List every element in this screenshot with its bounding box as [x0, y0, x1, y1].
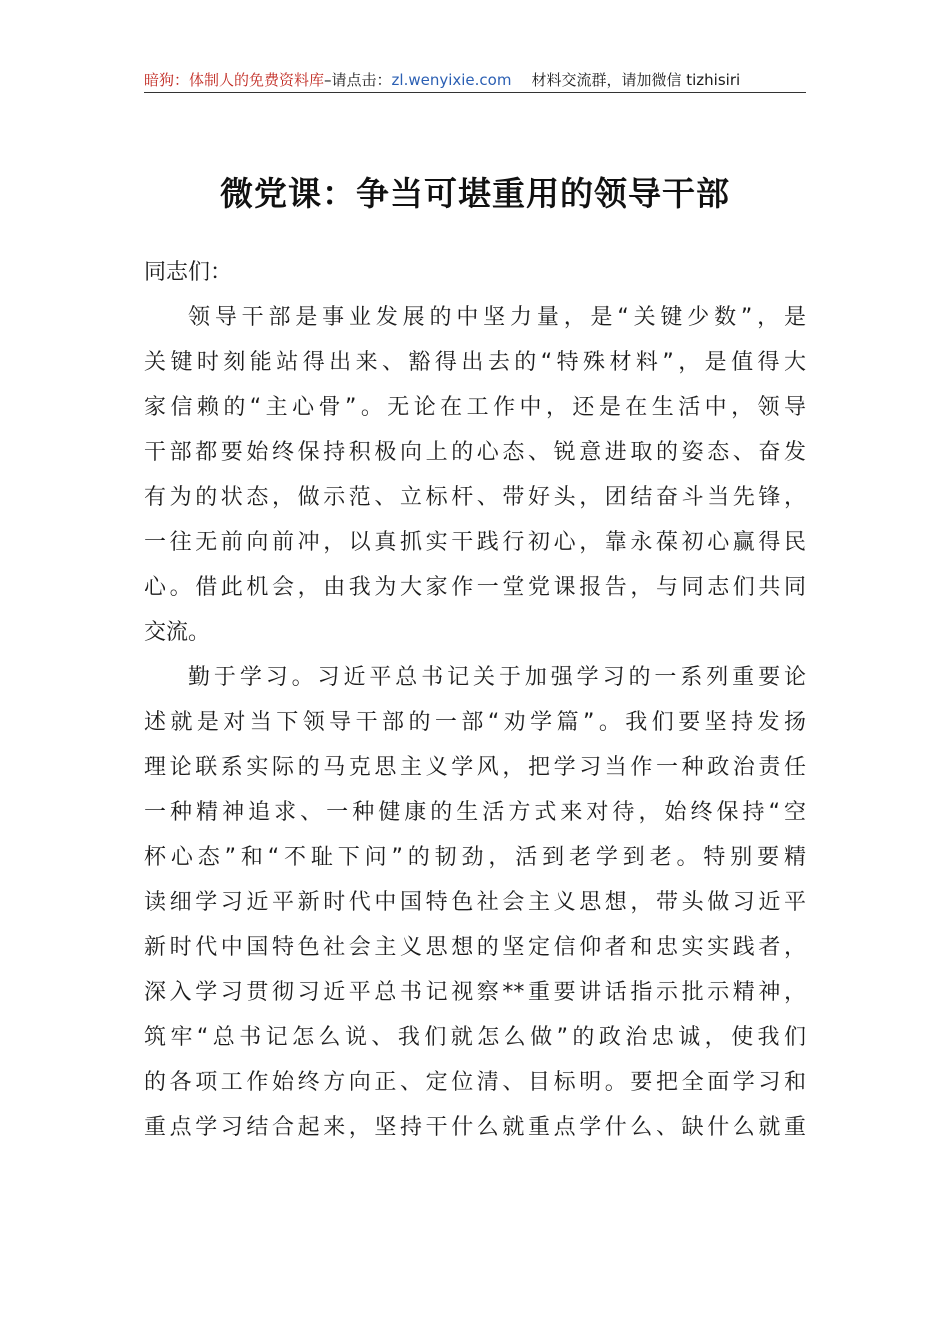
header-click-prompt: –请点击： — [324, 71, 392, 89]
paragraph-line: 一种精神追求、一种健康的生活方式来对待，始终保持“空 — [144, 800, 806, 825]
paragraph-line: 心。借此机会，由我为大家作一堂党课报告，与同志们共同 — [144, 575, 806, 600]
page-header — [144, 70, 806, 93]
paragraph-line: 干部都要始终保持积极向上的心态、锐意进取的姿态、奋发 — [144, 440, 806, 465]
paragraph-line: 交流。 — [144, 620, 211, 645]
paragraph-1 — [144, 295, 806, 655]
header-contact-note: 材料交流群，请加微信 tizhisiri — [531, 71, 741, 89]
paragraph-line: 述就是对当下领导干部的一部“劝学篇”。我们要坚持发扬 — [144, 710, 806, 735]
paragraph-line: 一往无前向前冲，以真抓实干践行初心，靠永葆初心赢得民 — [144, 530, 806, 555]
header-site-link[interactable]: zl.wenyixie.com — [391, 71, 512, 89]
paragraph-line: 家信赖的“主心骨”。无论在工作中，还是在生活中，领导 — [144, 395, 806, 420]
paragraph-line: 有为的状态，做示范、立标杆、带好头，团结奋斗当先锋， — [144, 485, 806, 510]
paragraph-line: 深入学习贯彻习近平总书记视察**重要讲话指示批示精神， — [144, 980, 806, 1005]
greeting: 同志们： — [144, 260, 233, 285]
document-title: 微党课：争当可堪重用的领导干部 — [220, 174, 730, 213]
document-body — [144, 250, 806, 1150]
header-source-label: 暗狗：体制人的免费资料库 — [144, 71, 325, 89]
paragraph-line: 领导干部是事业发展的中坚力量，是“关键少数”，是 — [188, 305, 806, 330]
paragraph-line: 重点学习结合起来，坚持干什么就重点学什么、缺什么就重 — [144, 1115, 806, 1140]
paragraph-line: 的各项工作始终方向正、定位清、目标明。要把全面学习和 — [144, 1070, 806, 1095]
paragraph-line: 读细学习近平新时代中国特色社会主义思想，带头做习近平 — [144, 890, 806, 915]
paragraph-line: 新时代中国特色社会主义思想的坚定信仰者和忠实实践者， — [144, 935, 806, 960]
paragraph-line: 杯心态”和“不耻下问”的韧劲，活到老学到老。特别要精 — [144, 845, 806, 870]
paragraph-line: 理论联系实际的马克思主义学风，把学习当作一种政治责任 — [144, 755, 806, 780]
paragraph-line: 关键时刻能站得出来、豁得出去的“特殊材料”，是值得大 — [144, 350, 806, 375]
paragraph-line: 筑牢“总书记怎么说、我们就怎么做”的政治忠诚，使我们 — [144, 1025, 806, 1050]
paragraph-2 — [144, 655, 806, 1150]
paragraph-line: 勤于学习。习近平总书记关于加强学习的一系列重要论 — [188, 665, 806, 690]
